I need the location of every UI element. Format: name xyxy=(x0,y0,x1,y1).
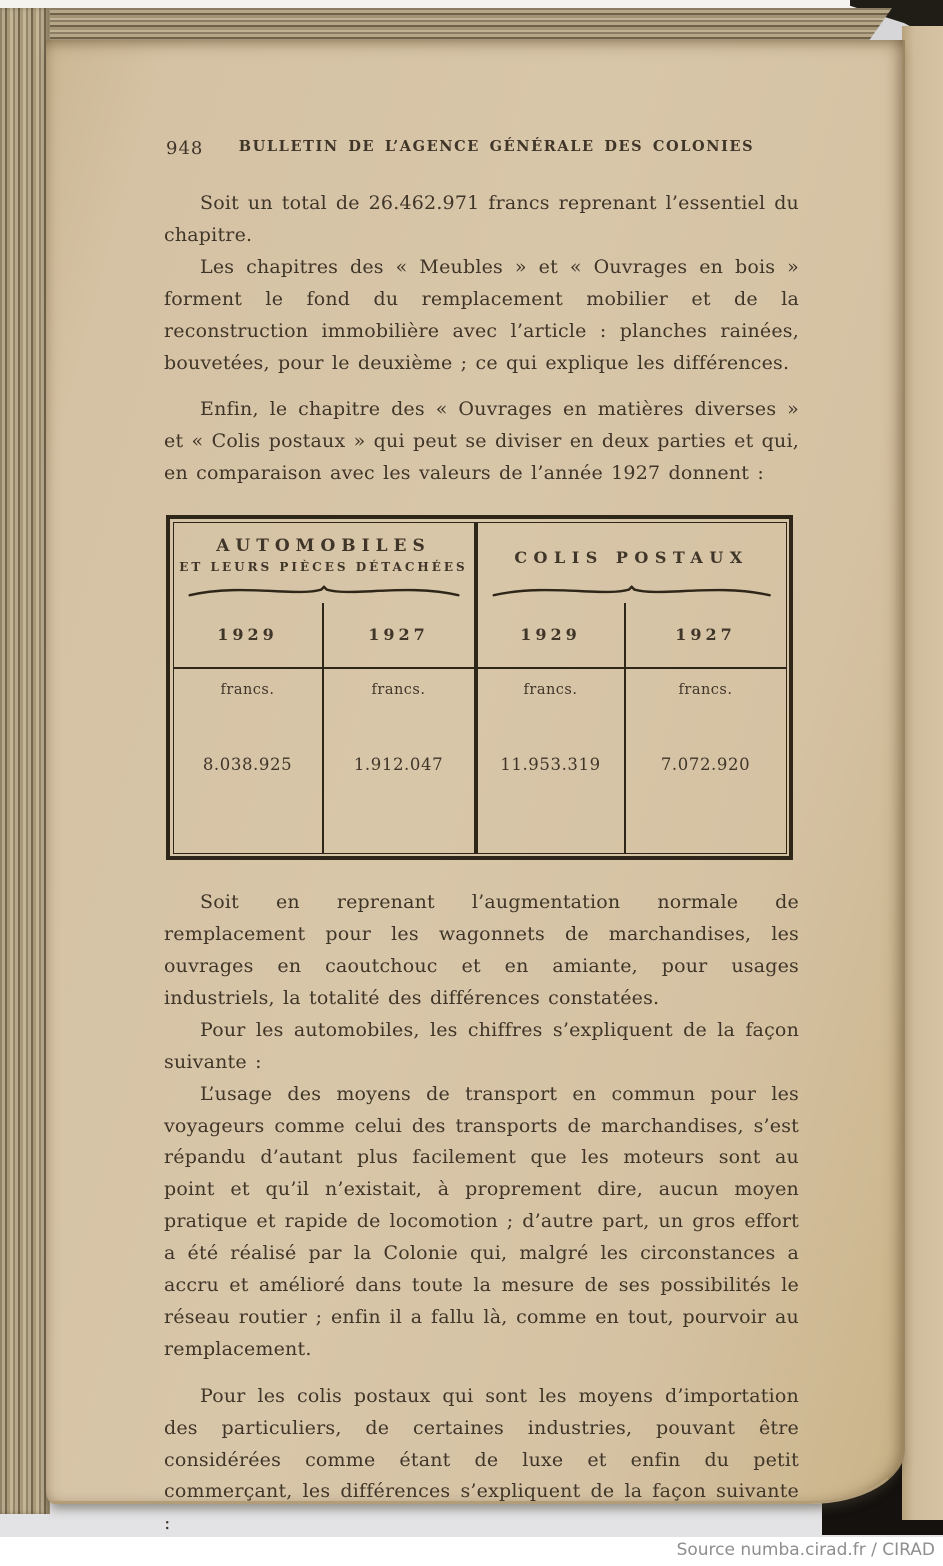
group-automobiles-subtitle: ET LEURS PIÈCES DÉTACHÉES xyxy=(179,559,468,574)
amount-1927-colis: 7.072.920 xyxy=(660,754,751,774)
amount-1929-automobiles: 8.038.925 xyxy=(202,754,293,774)
unit-label: francs. xyxy=(220,681,275,698)
year-cell: 1927 xyxy=(626,603,786,669)
year-cell: 1929 xyxy=(478,603,626,669)
brace-icon xyxy=(490,585,773,598)
value-cell xyxy=(324,669,478,853)
amount-1927-automobiles: 1.912.047 xyxy=(353,754,444,774)
paragraph-reprise: Soit en reprenant l’augmentation normale de remplacement pour les wagonnets de marchandises, les ouvrages en caoutchouc et en amiante, pour usages industriels, la totalité des différences constatées. xyxy=(164,891,799,1009)
unit-label: francs. xyxy=(523,681,578,698)
table-group-header-colis xyxy=(478,523,786,603)
brace-icon xyxy=(186,585,462,598)
paragraph-usage: L’usage des moyens de transport en commun pour les voyageurs comme celui des transports de marchandises, s’est répandu d’autant plus facilement que les moteurs sont au point et qu’il n’existait, à proprement dire, aucun moyen pratique et rapide de locomotion ; d’autre part, un gros effort a été réalisé par la Colonie qui, malgré les circonstances a accru et amélioré dans toute la mesure de ses possibilités le réseau routier ; enfin il a fallu là, comme en tout, pourvoir au remplacement. xyxy=(164,1082,799,1360)
paragraph-total: Soit un total de 26.462.971 francs reprenant l’essentiel du chapitre. xyxy=(164,192,799,246)
running-header xyxy=(164,138,799,162)
group-automobiles-title: AUTOMOBILES xyxy=(216,535,431,556)
page-sheet xyxy=(46,40,905,1535)
running-title: BULLETIN DE L’AGENCE GÉNÉRALE DES COLONIES xyxy=(238,138,755,155)
unit-label: francs. xyxy=(678,681,733,698)
page-fold-right xyxy=(902,26,943,1520)
page-edges-left xyxy=(0,8,50,1514)
footer-attribution: Source numba.cirad.fr / CIRAD xyxy=(0,1537,943,1566)
value-cell xyxy=(478,669,626,853)
comparison-table-grid xyxy=(173,522,787,854)
value-cell xyxy=(626,669,786,853)
year-cell: 1927 xyxy=(324,603,478,669)
paragraph-enfin: Enfin, le chapitre des « Ouvrages en matières diverses » et « Colis postaux » qui peut se diviser en deux parties et qui, en comparaison avec les valeurs de l’année 1927 donnent : xyxy=(164,398,799,485)
paragraph-automobiles: Pour les automobiles, les chiffres s’expliquent de la façon suivante : xyxy=(164,1018,799,1073)
value-cell xyxy=(174,669,324,853)
paragraph-colis-postaux: Pour les colis postaux qui sont les moyens d’importation des particuliers, de certaines industries, pouvant être considérées comme étant de luxe et enfin du petit commerçant, les différences s’expliquent de la façon suivante : xyxy=(164,1384,799,1535)
table-group-header-automobiles xyxy=(174,523,478,603)
comparison-table xyxy=(166,515,793,860)
unit-label: francs. xyxy=(371,681,426,698)
paragraph-meubles: Les chapitres des « Meubles » et « Ouvrages en bois » forment le fond du remplacement mobilier et de la reconstruction immobilière avec l’article : planches rainées, bouvetées, pour le deuxième ; ce qui explique les différences. xyxy=(164,255,799,374)
year-cell: 1929 xyxy=(174,603,324,669)
page-number: 948 xyxy=(166,138,204,159)
group-colis-title: COLIS POSTAUX xyxy=(514,548,749,568)
amount-1929-colis: 11.953.319 xyxy=(500,754,601,774)
